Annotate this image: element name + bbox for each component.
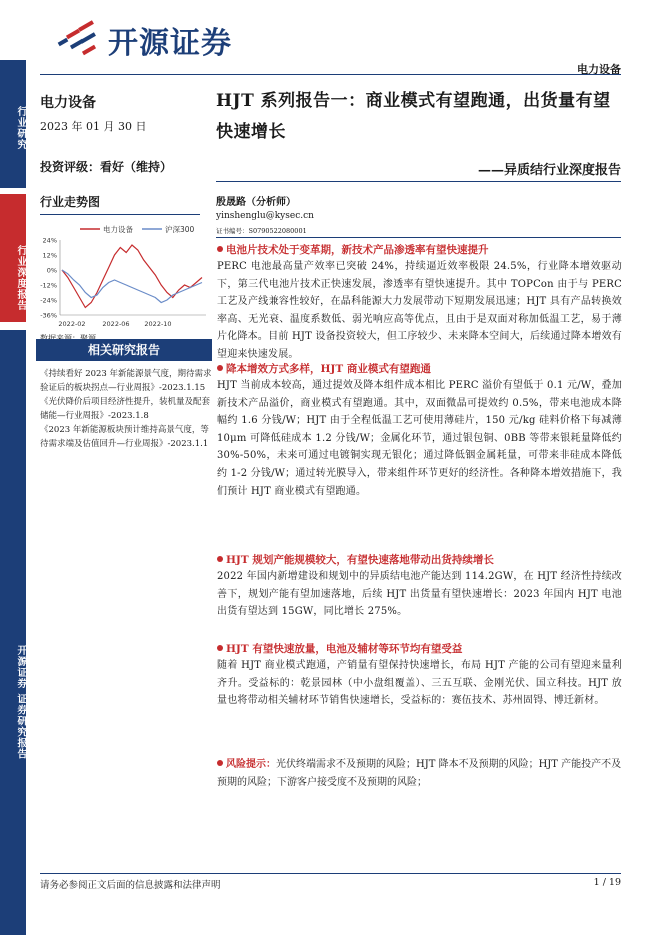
- x-tick-label: 2022-10: [144, 320, 172, 328]
- section-body: HJT 当前成本较高，通过提效及降本组件成本相比 PERC 溢价有望低于 0.1 元/W，叠加新技术产品溢价，商业模式有望跑通。其中，双面微晶可提效约 0.5%，带来电池成本降幅约 1.6 分钱/W；HJT 由于全程低温工艺可使用薄硅片，150 元/kg 硅料价格下每减薄 10μm 可降低硅成本 1.2 分钱/W；金属化环节，通过银包铜、0BB 等带来银耗量降低约 30%-50%，未来可通过电镀铜实现无银化；通过降低铟金属耗量，可带来非硅成本降低约 1-2 分钱/W；通过转光膜导入，带来组件环节更好的经济性。各种降本增效措施下，我们预计 HJT 商业模式有望跑通。: [217, 380, 622, 497]
- bullet-icon: [217, 645, 223, 651]
- section-body: 2022 年国内新增建设和规划中的异质结电池产能达到 114.2GW，在 HJT 经济性持续改善下，规划产能有望加速落地，后续 HJT 出货量有望快速增长：2023 年国内 HJT 电池出货有望达到 15GW，同比增长 275%。: [217, 571, 622, 618]
- risk-warning: [217, 756, 622, 791]
- y-tick-label: 24%: [42, 236, 57, 245]
- section-body: 随着 HJT 商业模式跑通，产销量有望保持快速增长，布局 HJT 产能的公司有望迎来量利齐升。受益标的：乾景园林（中小盘组覆盖）、三五互联、金刚光伏、国立科技。HJT 放量也将带动相关辅材环节销售快速增长，受益标的：赛伍技术、苏州固锝、博迁新材。: [217, 660, 622, 707]
- related-reports-list: [40, 367, 214, 451]
- section-tech-change: [217, 242, 622, 364]
- y-tick-label: 0%: [46, 266, 57, 275]
- industry-name: 电力设备: [40, 95, 96, 111]
- side-band-research: 行业研究: [0, 60, 26, 188]
- bullet-icon: [217, 246, 223, 252]
- bullet-icon: [217, 556, 223, 562]
- header-divider: [40, 74, 621, 75]
- trend-chart-title: 行业走势图: [40, 195, 101, 209]
- section-heading: HJT 有望快速放量，电池及辅材等环节均有望受益: [226, 643, 463, 655]
- analyst-email[interactable]: yinshenglu@kysec.cn: [216, 211, 314, 221]
- risk-label: 风险提示：: [226, 759, 276, 770]
- section-beneficiaries: [217, 641, 622, 710]
- section-heading: 降本增效方式多样，HJT 商业模式有望跑通: [226, 363, 431, 375]
- analyst-name: 殷晟路（分析师）: [216, 197, 296, 208]
- section-body: PERC 电池最高量产效率已突破 24%，持续逼近效率极限 24.5%，行业降本增效驱动下，第三代电池片技术正快速发展，渗透率有望快速提升。其中 TOPCon 由于与 PERC 工艺及产线兼容性较好，在晶科能源大力发展带动下短期发展迅速；HJT 具有产品转换效率高、无光衰、温度系数低、弱光响应高等优点，且由于是双面对称加低温工艺，易于薄片化降本。目前 HJT 设备投资较大，但工序较少、未来降本空间大，后续通过降本增效有望迎来快速发展。: [217, 261, 622, 360]
- report-date: 2023 年 01 月 30 日: [40, 120, 147, 133]
- chart-legend: [80, 224, 195, 234]
- title-divider: [216, 181, 621, 182]
- section-cost-reduction: [217, 361, 622, 500]
- related-report-item[interactable]: 《持续看好 2023 年新能源景气度，期待需求验证后的板块拐点—行业周报》-2023.1.15: [40, 369, 212, 393]
- risk-text: 光伏终端需求不及预期的风险；HJT 降本不及预期的风险；HJT 产能投产不及预期的风险；下游客户接受度不及预期的风险；: [217, 759, 622, 788]
- analyst-divider: [216, 237, 621, 238]
- y-tick-label: -12%: [40, 281, 57, 290]
- page-number: 1 / 19: [593, 877, 621, 888]
- footer-divider: [40, 873, 621, 874]
- analyst-cert: 证书编号：S0790522080001: [216, 227, 307, 235]
- y-tick-label: -36%: [40, 311, 57, 320]
- trend-chart: [36, 218, 212, 330]
- investment-rating: 投资评级：看好（维持）: [40, 160, 173, 174]
- header-category: 电力设备: [577, 63, 621, 76]
- x-tick-label: 2022-02: [58, 320, 86, 328]
- report-subtitle: ——异质结行业深度报告: [477, 163, 621, 178]
- y-tick-label: 12%: [42, 251, 57, 260]
- report-title: HJT 系列报告一：商业模式有望跑通，出货量有望快速增长: [216, 91, 611, 142]
- legend-label-power: 电力设备: [103, 225, 133, 234]
- trend-divider: [40, 214, 200, 215]
- x-tick-label: 2022-06: [102, 320, 130, 328]
- side-band-report-type: 行业深度报告: [0, 194, 26, 322]
- legend-label-hs300: 沪深300: [165, 225, 195, 234]
- logo-text: 开源证券: [108, 26, 232, 61]
- related-report-item[interactable]: 《光伏降价后项目经济性提升，装机量及配套储能—行业周报》-2023.1.8: [40, 397, 211, 421]
- related-reports-header: 相关研究报告: [36, 339, 212, 361]
- section-heading: 电池片技术处于变革期，新技术产品渗透率有望快速提升: [226, 244, 489, 256]
- footer-disclaimer[interactable]: 请务必参阅正文后面的信息披露和法律声明: [40, 880, 221, 891]
- section-heading: HJT 规划产能规模较大，有望快速落地带动出货持续增长: [226, 554, 494, 566]
- y-tick-label: -24%: [40, 296, 57, 305]
- series-line-hs300: [62, 270, 202, 303]
- series-line-power-equipment: [62, 245, 202, 308]
- bullet-icon: [217, 760, 223, 766]
- side-band-brand: 开源证券 证券研究报告: [0, 330, 26, 935]
- section-capacity: [217, 552, 622, 621]
- logo-icon: [56, 18, 102, 58]
- bullet-icon: [217, 365, 223, 371]
- related-report-item[interactable]: 《2023 年新能源板块预计维持高景气度，等待需求端及估值回升—行业周报》-2023.1.1: [40, 425, 209, 449]
